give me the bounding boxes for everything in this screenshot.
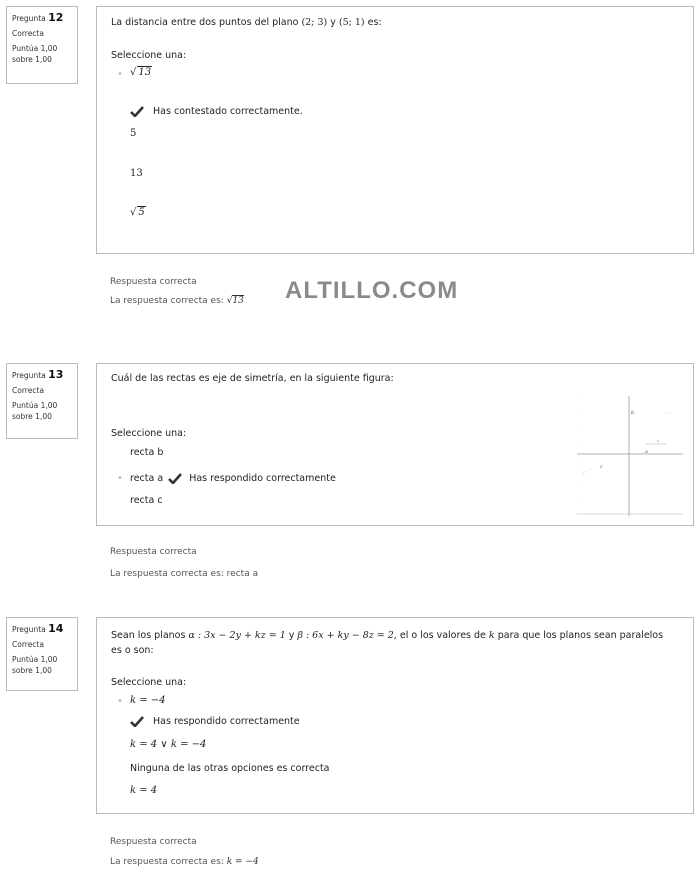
option-sqrt13[interactable] bbox=[130, 67, 152, 78]
option-recta-a[interactable]: recta a Has respondido correctamente bbox=[130, 473, 336, 484]
select-label: Seleccione una: bbox=[111, 50, 187, 61]
question-text: Sean los planos α : 3x − 2y + kz = 1 y β : 6x + ky − 8z = 2, el o los valores de k para que los planos sean paralelos es o son: bbox=[111, 630, 664, 656]
question-number: Pregunta 14 bbox=[12, 622, 64, 635]
symmetry-figure bbox=[575, 392, 685, 520]
question-box-12 bbox=[96, 6, 694, 254]
selected-bullet: • bbox=[117, 69, 123, 80]
question-text: Cuál de las rectas es eje de simetría, en la siguiente figura: bbox=[111, 373, 394, 384]
shape-right bbox=[645, 440, 667, 444]
check-icon bbox=[130, 106, 144, 117]
sqrt-symbol: √ 13 bbox=[130, 67, 152, 78]
option-none[interactable]: Ninguna de las otras opciones es correcta bbox=[130, 763, 330, 774]
result-label: Respuesta correcta bbox=[110, 547, 197, 557]
option-sqrt5[interactable] bbox=[130, 207, 146, 218]
option-recta-c[interactable]: recta c bbox=[130, 495, 163, 506]
question-score: Puntúa 1,00 sobre 1,00 bbox=[12, 401, 58, 421]
option-k-4[interactable]: k = 4 bbox=[130, 785, 158, 796]
label-c: c bbox=[600, 464, 603, 470]
label-b: b bbox=[631, 410, 635, 416]
question-status: Correcta bbox=[12, 29, 44, 38]
correct-answer: La respuesta correcta es: k = −4 bbox=[110, 857, 259, 867]
question-info-12 bbox=[6, 6, 78, 84]
option-5[interactable]: 5 bbox=[130, 128, 137, 139]
correct-answer: La respuesta correcta es: recta a bbox=[110, 569, 259, 579]
question-box-13 bbox=[96, 363, 694, 526]
question-text: La distancia entre dos puntos del plano (2; 3) y (5; 1) es: bbox=[111, 17, 382, 28]
shape-top bbox=[665, 412, 671, 414]
feedback-inline: Has respondido correctamente bbox=[189, 473, 336, 484]
selected-bullet: • bbox=[117, 696, 123, 707]
correct-answer: La respuesta correcta es: √13 bbox=[110, 296, 244, 306]
question-info-14 bbox=[6, 617, 78, 691]
watermark: ALTILLO.COM bbox=[285, 277, 459, 304]
option-recta-b[interactable]: recta b bbox=[130, 447, 164, 458]
sqrt-symbol: √ 5 bbox=[130, 207, 145, 218]
line-c bbox=[583, 468, 591, 474]
question-score: Puntúa 1,00 sobre 1,00 bbox=[12, 655, 58, 675]
question-score: Puntúa 1,00 sobre 1,00 bbox=[12, 44, 58, 64]
result-label: Respuesta correcta bbox=[110, 837, 197, 847]
question-number: Pregunta 13 bbox=[12, 368, 64, 381]
question-box-14 bbox=[96, 617, 694, 814]
check-icon bbox=[168, 473, 182, 484]
feedback-inline: Has respondido correctamente bbox=[130, 716, 300, 727]
question-info-13 bbox=[6, 363, 78, 439]
selected-bullet: • bbox=[117, 473, 123, 484]
result-label: Respuesta correcta bbox=[110, 277, 197, 287]
option-k-minus-4[interactable]: k = −4 bbox=[130, 695, 166, 706]
question-status: Correcta bbox=[12, 640, 44, 649]
feedback-inline: Has contestado correctamente. bbox=[130, 106, 303, 117]
select-label: Seleccione una: bbox=[111, 428, 187, 439]
option-k-4-or-minus-4[interactable]: k = 4 ∨ k = −4 bbox=[130, 739, 207, 750]
option-13[interactable]: 13 bbox=[130, 168, 143, 179]
question-status: Correcta bbox=[12, 386, 44, 395]
question-number: Pregunta 12 bbox=[12, 11, 64, 24]
select-label: Seleccione una: bbox=[111, 677, 187, 688]
label-a: a bbox=[645, 449, 648, 455]
check-icon bbox=[130, 716, 144, 727]
